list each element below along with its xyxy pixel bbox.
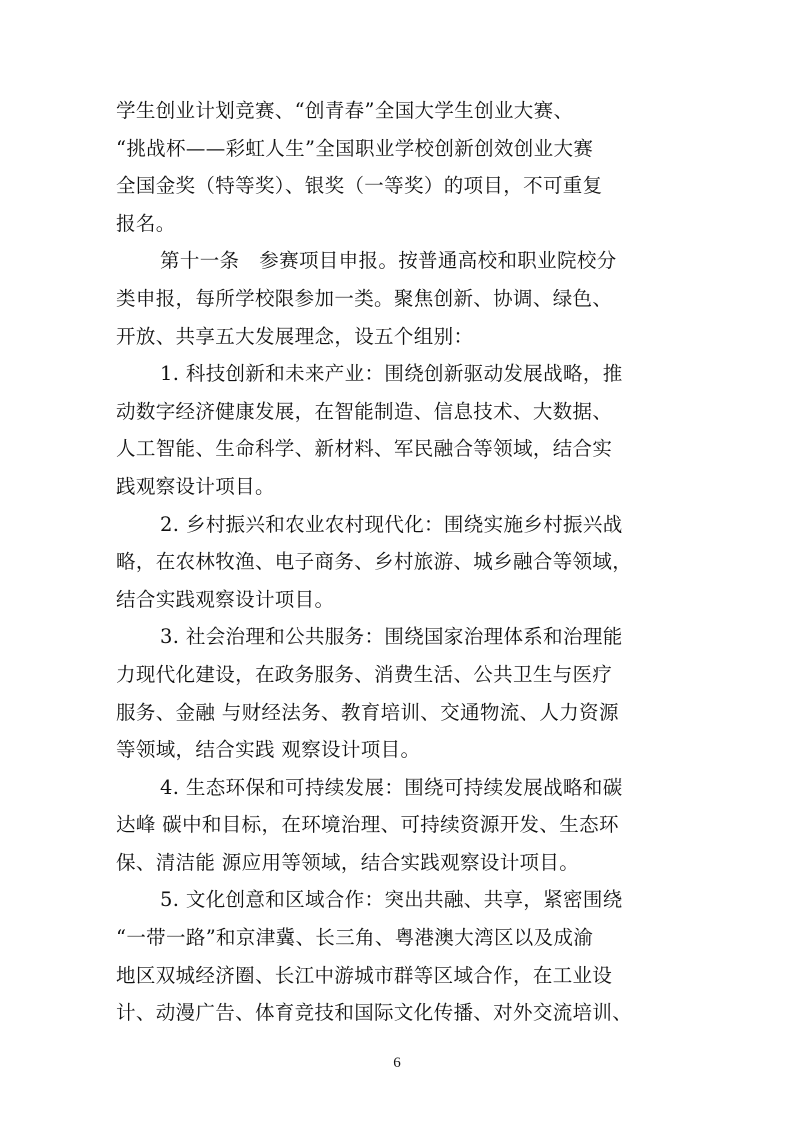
text-line: 地区双城经济圈、长江中游城市群等区域合作，在工业设 [116,963,613,987]
text-line: 第十一条 参赛项目申报。按普通高校和职业院校分 [160,249,617,273]
text-line: 服务、金融 与财经法务、教育培训、交通物流、人力资源 [116,700,619,724]
text-line: 2. 乡村振兴和农业农村现代化：围绕实施乡村振兴战 [160,512,623,536]
text-line: 4. 生态环保和可持续发展：围绕可持续发展战略和碳 [160,775,623,799]
text-line: “一带一路”和京津冀、长三角、粤港澳大湾区以及成渝 [116,926,594,950]
text-line: 达峰 碳中和目标，在环境治理、可持续资源开发、生态环 [116,813,619,837]
text-line: 3. 社会治理和公共服务：围绕国家治理体系和治理能 [160,625,623,649]
text-line: “挑战杯——彩虹人生”全国职业学校创新创效创业大赛 [116,136,594,160]
text-line: 结合实践观察设计项目。 [116,587,335,611]
text-line: 1. 科技创新和未来产业：围绕创新驱动发展战略，推 [160,362,623,386]
text-line: 动数字经济健康发展，在智能制造、信息技术、大数据、 [116,399,613,423]
text-line: 等领域，结合实践 观察设计项目。 [116,738,421,762]
text-line: 计、动漫广告、体育竞技和国际文化传播、对外交流培训、 [116,1001,633,1025]
text-line: 报名。 [116,211,176,235]
text-line: 5. 文化创意和区域合作：突出共融、共享，紧密围绕 [160,888,623,912]
body-text [116,92,676,1032]
text-line: 开放、共享五大发展理念，设五个组别： [116,324,474,348]
text-line: 力现代化建设，在政务服务、消费生活、公共卫生与医疗 [116,662,613,686]
text-line: 全国金奖（特等奖）、银奖（一等奖）的项目，不可重复 [116,174,603,198]
page-number: 6 [393,1055,401,1071]
text-line: 类申报，每所学校限参加一类。聚焦创新、协调、绿色、 [116,286,613,310]
text-line: 人工智能、生命科学、新材料、军民融合等领域，结合实 [116,437,613,461]
text-line: 保、清洁能 源应用等领域，结合实践观察设计项目。 [116,850,580,874]
text-line: 学生创业计划竞赛、“创青春”全国大学生创业大赛、 [116,99,574,122]
text-line: 略，在农林牧渔、电子商务、乡村旅游、城乡融合等领域， [116,550,633,574]
text-line: 践观察设计项目。 [116,474,275,498]
